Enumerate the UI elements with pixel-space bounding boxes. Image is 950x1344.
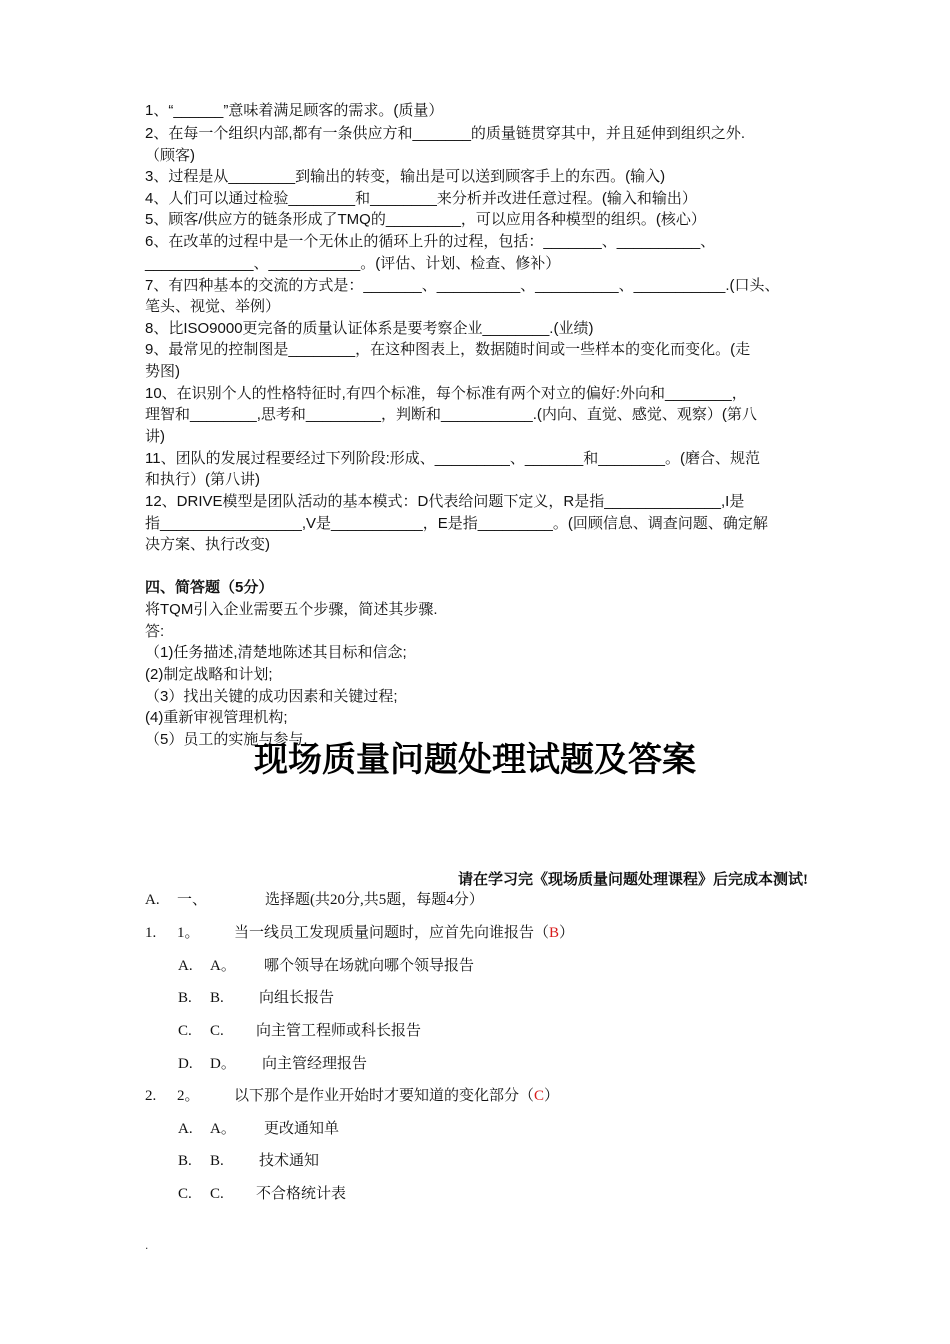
option-2a[interactable] [178, 1118, 339, 1140]
fill-in-line-9: 9、最常见的控制图是________，在这种图表上，数据随时间或一些样本的变化而变化。(走 [145, 341, 751, 358]
fill-in-line-3: 3、过程是从________到输出的转变，输出是可以送到顾客手上的东西。(输入) [145, 168, 666, 185]
short-answer-question: 将TQM引入企业需要五个步骤，简述其步骤. [145, 601, 438, 618]
option-outer-letter: C. [178, 1186, 192, 1202]
option-1c[interactable] [178, 1020, 421, 1042]
option-text: 不合格统计表 [256, 1186, 347, 1202]
fill-in-line-10-cont2: 讲) [145, 428, 165, 445]
short-answer-heading: 四、简答题（5分） [145, 579, 274, 596]
fill-in-line-5: 5、顾客/供应方的链条形成了TMQ的_________，可以应用各种模型的组织。(核心） [145, 211, 706, 228]
answer-step-1: （1)任务描述,清楚地陈述其目标和信念; [145, 644, 407, 661]
question-close: ） [544, 1088, 560, 1104]
fill-in-line-2-cont: （顾客) [145, 147, 195, 164]
question-2 [145, 1085, 559, 1107]
option-inner-letter: C. [210, 1186, 224, 1202]
fill-in-line-1: 1、“______”意味着满足顾客的需求。(质量） [145, 102, 444, 119]
question-outer-number: 1. [145, 925, 157, 941]
question-inner-number: 1。 [177, 925, 200, 941]
fill-in-line-11: 11、团队的发展过程要经过下列阶段:形成、_________、_______和________。(磨合、规范 [145, 450, 760, 467]
fill-in-line-2: 2、在每一个组织内部,都有一条供应方和_______的质量链贯穿其中，并且延伸到组织之外. [145, 125, 746, 142]
fill-in-line-4: 4、人们可以通过检验________和________来分析并改进任意过程。(输入和输出） [145, 190, 697, 207]
option-outer-letter: A. [178, 1121, 193, 1137]
answer-label: 答: [145, 623, 165, 640]
section-a-number: 一、 [177, 892, 208, 908]
question-text: 当一线员工发现质量问题时，应首先向谁报告（ [234, 925, 550, 941]
test-subtitle: 请在学习完《现场质量问题处理课程》后完成本测试! [458, 872, 808, 888]
fill-in-line-9-cont: 势图) [145, 363, 180, 380]
option-text: 向主管经理报告 [262, 1056, 368, 1072]
question-close: ） [559, 925, 575, 941]
option-text: 哪个领导在场就向哪个领导报告 [264, 958, 475, 974]
option-1a[interactable] [178, 955, 474, 977]
option-text: 向组长报告 [259, 990, 335, 1006]
option-inner-letter: A。 [210, 958, 236, 974]
fill-in-line-10-cont: 理智和________,思考和_________，判断和___________.(内向、直觉、感觉、观察）(第八 [145, 406, 757, 423]
option-2c[interactable] [178, 1183, 346, 1205]
option-text: 技术通知 [259, 1153, 320, 1169]
page-title: 现场质量问题处理试题及答案 [254, 740, 696, 780]
fill-in-line-10: 10、在识别个人的性格特征时,有四个标准，每个标准有两个对立的偏好:外向和________， [145, 385, 747, 402]
answer-step-4: (4)重新审视管理机构; [145, 709, 288, 726]
option-1d[interactable] [178, 1053, 367, 1075]
answer-step-3: （3）找出关键的成功因素和关键过程; [145, 688, 398, 705]
option-2b[interactable] [178, 1150, 319, 1172]
section-a-label: 选择题(共20分,共5题，每题4分） [265, 892, 484, 908]
option-inner-letter: C. [210, 1023, 224, 1039]
option-text: 更改通知单 [264, 1121, 340, 1137]
section-a-prefix: A. [145, 892, 160, 908]
fill-in-line-7-cont: 笔头、视觉、举例） [145, 298, 281, 315]
fill-in-line-12-cont2: 决方案、执行改变) [145, 536, 270, 553]
section-a-heading [145, 889, 484, 911]
fill-in-line-7: 7、有四种基本的交流的方式是：_______、__________、__________、___________.(口头、 [145, 277, 780, 294]
fill-in-line-8: 8、比ISO9000更完备的质量认证体系是要考察企业________.(业绩) [145, 320, 594, 337]
option-outer-letter: B. [178, 1153, 192, 1169]
fill-in-line-12-cont: 指_________________,V是___________，E是指_________。(回顾信息、调查问题、确定解 [145, 515, 768, 532]
option-inner-letter: A。 [210, 1121, 236, 1137]
answer-step-2: (2)制定战略和计划; [145, 666, 273, 683]
fill-in-line-6-cont: _____________、___________。(评估、计划、检查、修补） [145, 255, 561, 272]
question-inner-number: 2。 [177, 1088, 200, 1104]
question-answer: B [549, 925, 560, 941]
fill-in-line-12: 12、DRIVE模型是团队活动的基本模式：D代表给问题下定义，R是指______________,I是 [145, 493, 745, 510]
option-inner-letter: B. [210, 990, 224, 1006]
question-1 [145, 922, 574, 944]
option-outer-letter: C. [178, 1023, 192, 1039]
question-outer-number: 2. [145, 1088, 157, 1104]
option-inner-letter: B. [210, 1153, 224, 1169]
question-text: 以下那个是作业开始时才要知道的变化部分（ [234, 1088, 535, 1104]
option-1b[interactable] [178, 987, 334, 1009]
option-text: 向主管工程师或科长报告 [256, 1023, 422, 1039]
option-outer-letter: B. [178, 990, 192, 1006]
option-outer-letter: A. [178, 958, 193, 974]
fill-in-line-6: 6、在改革的过程中是一个无休止的循环上升的过程，包括：_______、__________、 [145, 233, 716, 250]
option-outer-letter: D. [178, 1056, 193, 1072]
fill-in-line-11-cont: 和执行）(第八讲) [145, 471, 260, 488]
answer-step-5: （5）员工的实施与参与. [145, 731, 308, 748]
option-inner-letter: D。 [210, 1056, 236, 1072]
question-answer: C [534, 1088, 545, 1104]
footer-mark: . [145, 1238, 149, 1252]
